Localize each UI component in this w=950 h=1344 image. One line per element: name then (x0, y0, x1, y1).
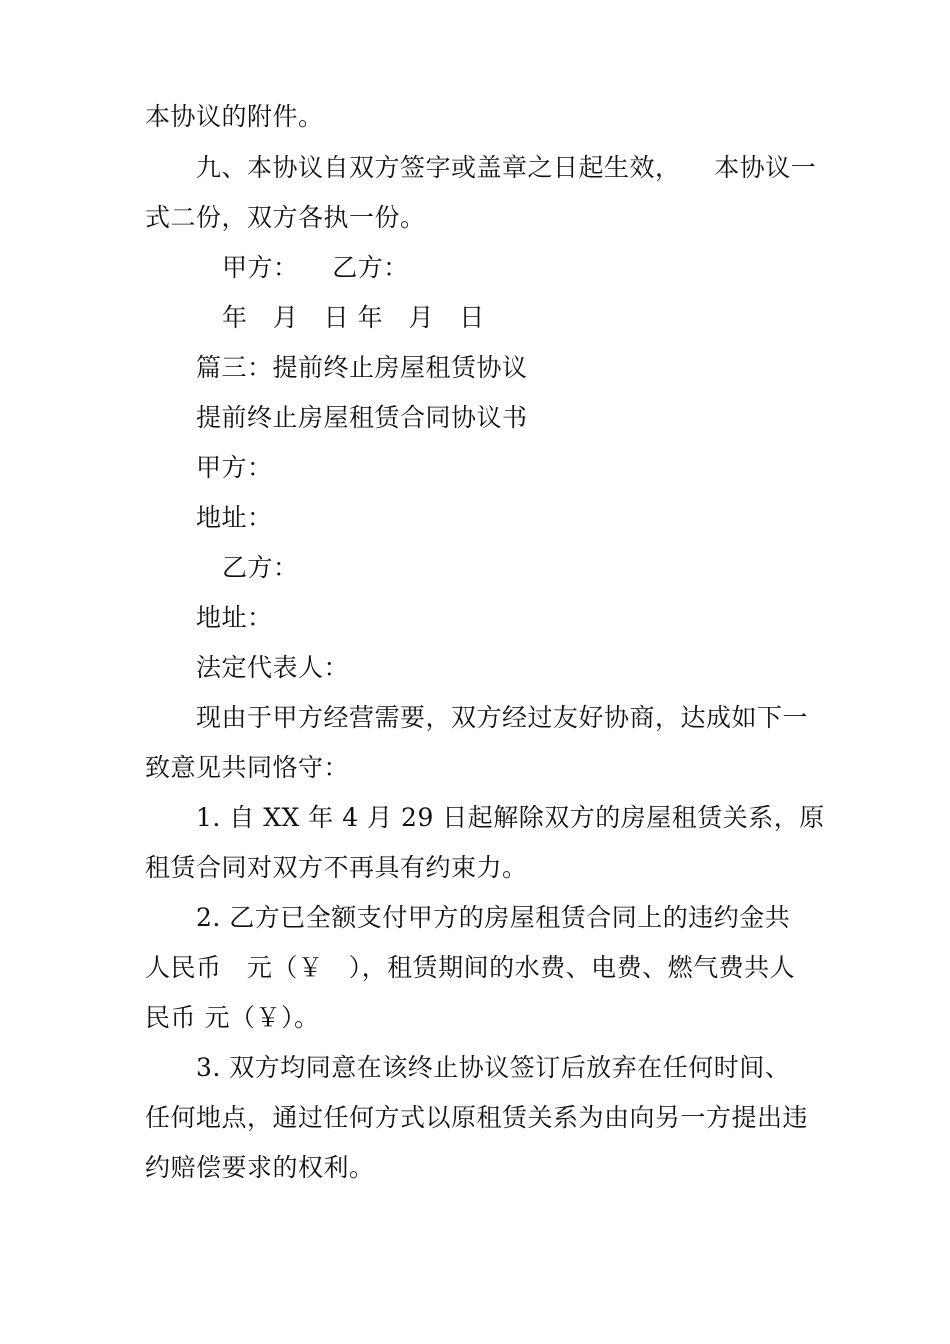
text-line: 租赁合同对双方不再具有约束力。 (145, 853, 528, 882)
text-line: 民币 元（￥）。 (145, 1003, 320, 1032)
text-line: 现由于甲方经营需要，双方经过友好协商，达成如下一 (196, 703, 809, 732)
clause-1: 1. 自 XX 年 4 月 29 日起解除双方的房屋租赁关系，原 (196, 803, 825, 832)
legal-representative-label: 法定代表人： (196, 653, 350, 682)
clause-2: 2. 乙方已全额支付甲方的房屋租赁合同上的违约金共 (196, 903, 791, 932)
party-b-address-label: 地址： (196, 603, 273, 632)
party-b-label: 乙方： (222, 553, 299, 582)
clause-3: 3. 双方均同意在该终止协议签订后放弃在任何时间、 (196, 1053, 791, 1082)
party-a-label: 甲方： (196, 453, 273, 482)
text-line: 本协议的附件。 (145, 102, 324, 131)
party-a-address-label: 地址： (196, 503, 273, 532)
document-title: 提前终止房屋租赁合同协议书 (196, 403, 528, 432)
text-line: 九、本协议自双方签字或盖章之日起生效， 本协议一 (196, 153, 817, 182)
signature-parties-line: 甲方： 乙方： (222, 253, 409, 282)
text-line: 致意见共同恪守： (145, 753, 350, 782)
section-heading: 篇三：提前终止房屋租赁协议 (196, 353, 528, 382)
signature-date-line: 年 月 日 年 月 日 (222, 303, 485, 332)
text-line: 式二份，双方各执一份。 (145, 203, 426, 232)
text-line: 任何地点，通过任何方式以原租赁关系为由向另一方提出违 (145, 1103, 809, 1132)
text-line: 约赔偿要求的权利。 (145, 1153, 375, 1182)
text-line: 人民币 元（￥ ），租赁期间的水费、电费、燃气费共人 (145, 953, 796, 982)
